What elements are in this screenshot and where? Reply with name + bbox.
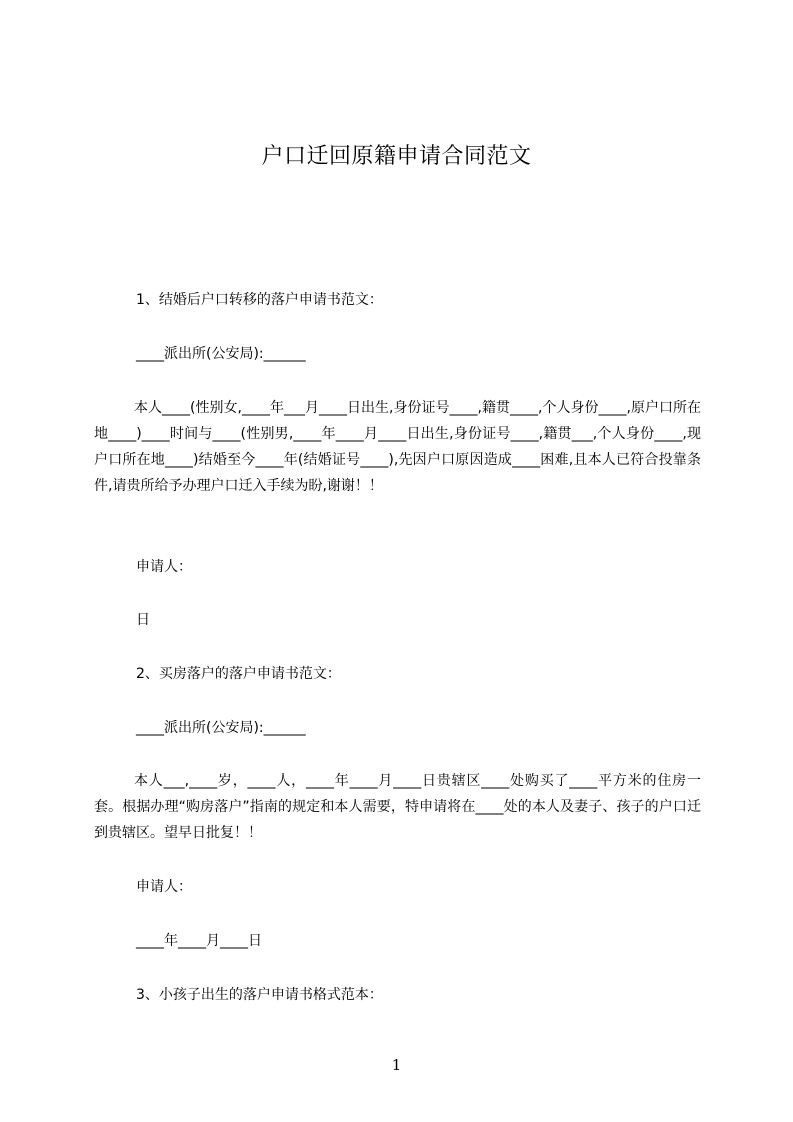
section-2-body: 本人___,____岁，____人，____年____月____日贵辖区____处购买了____平方米的住房一套。根据办理“购房落户”指南的规定和本人需要，特申请将在____处的本人及妻子、孩子的户口迁到贵辖区。望早日批复！！ <box>94 773 701 841</box>
section-2-date: ____年____月____日 <box>136 933 262 949</box>
section-1-heading: 1、结婚后户口转移的落户申请书范文： <box>136 292 383 308</box>
section-1-body: 本人____(性别女,____年___月____日出生,身份证号____,籍贯____,个人身份____,原户口所在地____)____时间与____(性别男,____年____月____日出生,身份证号____,籍贯___,个人身份____,现户口所在地____)结婚至今____年(结婚证号____),先因户口原因造成____困难,且本人已符合投靠条件,请贵所给予办理户口迁入手续为盼,谢谢！！ <box>94 400 701 494</box>
section-1-address: ____派出所(公安局):______ <box>136 346 306 362</box>
section-2-applicant: 申请人： <box>136 879 192 895</box>
document-title: 户口迁回原籍申请合同范文 <box>261 144 532 169</box>
section-2-heading: 2、买房落户的落户申请书范文： <box>136 666 341 682</box>
section-2-address: ____派出所(公安局):______ <box>136 720 306 736</box>
section-1-date: 日 <box>136 612 150 628</box>
page-number: 1 <box>391 1056 402 1074</box>
section-3-heading: 3、小孩子出生的落户申请书格式范本： <box>136 987 383 1003</box>
section-1-applicant: 申请人： <box>136 559 192 575</box>
